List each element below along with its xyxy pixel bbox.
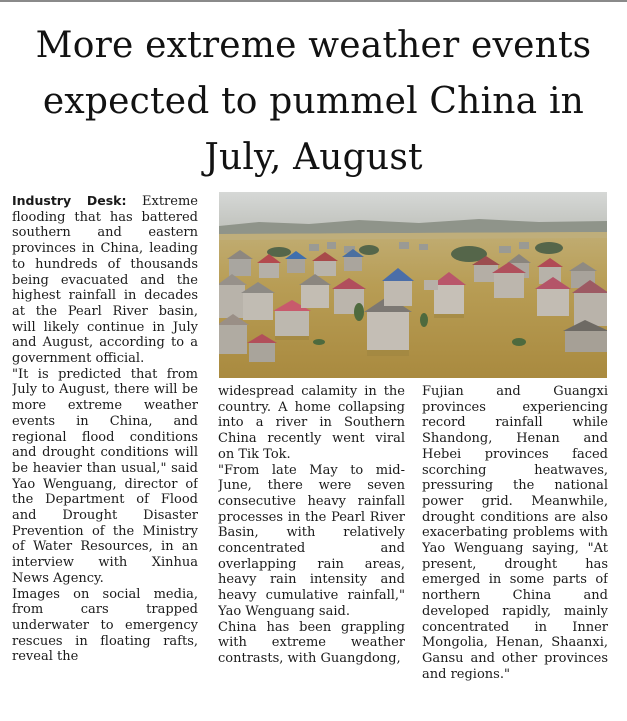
paragraph: "From late May to mid-June, there were seven consecutive heavy rainfall processes in the Pearl River Basin, with relatively concentrated and overlapping rain areas, heavy rain intensity and heavy cumulative rainfall," Yao Wenguang said. [218, 462, 405, 619]
headline: More extreme weather events expected to pummel China in July, August [35, 25, 592, 178]
article-column-2 [218, 384, 405, 714]
article-column-1 [12, 193, 198, 713]
flood-photo [219, 192, 607, 378]
paragraph-text: Extreme flooding that has battered southern and eastern provinces in China, leading to hundreds of thousands being evacuated and the highest rainfall in decades at the Pearl River basin, will likely continue in July and August, according to a government official. [12, 194, 198, 367]
paragraph: widespread calamity in the country. A home collapsing into a river in Southern China recently went viral on Tik Tok. [218, 384, 405, 462]
article-column-3 [422, 384, 608, 714]
dateline: Industry Desk: [12, 193, 127, 208]
paragraph [12, 193, 198, 367]
paragraph: "It is predicted that from July to August, there will be more extreme weather events in China, and regional flood conditions and drought conditions will be heavier than usual," said Yao Wenguang, director of the Department of Flood and Drought Disaster Prevention of the Ministry of Water Resources, in an interview with Xinhua News Agency. [12, 366, 198, 586]
paragraph: China has been grappling with extreme weather contrasts, with Guangdong, [218, 619, 405, 666]
paragraph: Images on social media, from cars trapped underwater to emergency rescues in floating rafts, reveal the [12, 586, 198, 665]
top-rule [0, 0, 627, 2]
paragraph: Fujian and Guangxi provinces experiencing record rainfall while Shandong, Henan and Hebei provinces faced scorching heatwaves, pressuring the national power grid. Meanwhile, drought conditions are also exacerbating problems with Yao Wenguang saying, "At present, drought has emerged in some parts of northern China and developed rapidly, mainly concentrated in Inner Mongolia, Henan, Shaanxi, Gansu and other provinces and regions." [422, 384, 608, 682]
